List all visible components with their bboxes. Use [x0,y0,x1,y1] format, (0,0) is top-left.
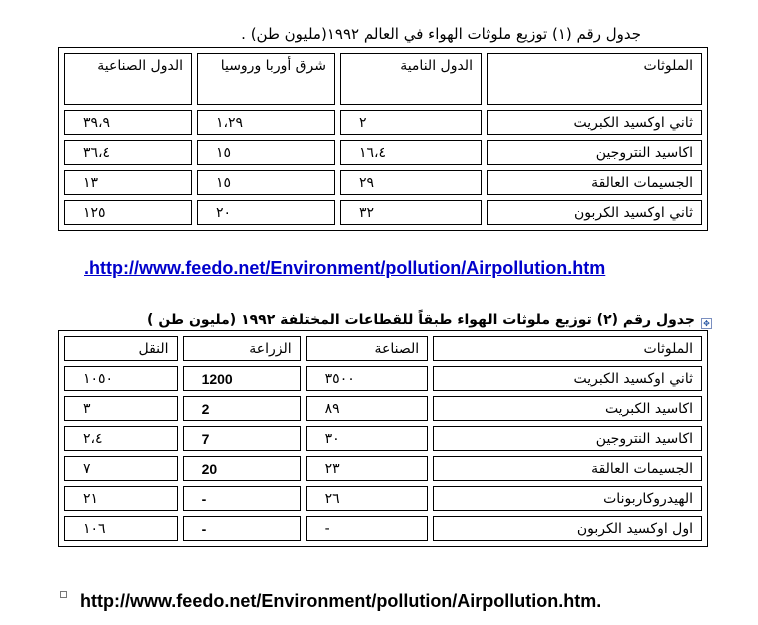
table-cell: ١٥ [197,170,335,195]
move-handle-icon[interactable]: ✥ [701,318,712,329]
table-cell: 1200 [183,366,301,391]
end-marker-icon [60,591,67,598]
table-cell: - [306,516,429,541]
table2-header-cell: الزراعة [183,336,301,361]
table2-caption: جدول رقم (٢) توزيع ملوثات الهواء طبقاً للقطاعات المختلفة ١٩٩٢ (مليون طن ) [147,312,695,328]
table1-header-cell: الملوثات [487,53,702,105]
table-cell: ١،٢٩ [197,110,335,135]
table-cell: - [183,516,301,541]
table-cell: ٣٩،٩ [64,110,192,135]
table-row [64,110,702,135]
table-cell: ٢٦ [306,486,429,511]
table-row [64,516,702,541]
table-cell: ٣٠ [306,426,429,451]
table-cell: 7 [183,426,301,451]
table-cell: اكاسيد النتروجين [487,140,702,165]
table-cell: الجسيمات العالقة [487,170,702,195]
table2 [58,330,708,547]
table-cell: اكاسيد النتروجين [433,426,702,451]
table-cell: ثاني اوكسيد الكبريت [433,366,702,391]
table-cell: 20 [183,456,301,481]
table1-source-link[interactable]: .http://www.feedo.net/Environment/pollution/Airpollution.htm [84,258,606,278]
table1-header-cell: الدول الصناعية [64,53,192,105]
table2-header-cell: النقل [64,336,178,361]
table-cell: الجسيمات العالقة [433,456,702,481]
table-cell: ٢٩ [340,170,482,195]
table-cell: ٣ [64,396,178,421]
table2-header-cell: الملوثات [433,336,702,361]
table-row [64,456,702,481]
table-cell: ٢ [340,110,482,135]
table-cell: ١٢٥ [64,200,192,225]
table2-source-text: http://www.feedo.net/Environment/pollution/Airpollution.htm. [80,591,602,611]
table-row [64,426,702,451]
table1 [58,47,708,231]
table1-caption: جدول رقم (١) توزيع ملوثات الهواء في العالم ١٩٩٢(مليون طن) . [241,25,641,43]
table-cell: ١٠٥٠ [64,366,178,391]
table-cell: الهيدروكاربونات [433,486,702,511]
table-cell: ١٣ [64,170,192,195]
table-row [64,396,702,421]
table1-header-row [64,53,702,105]
table-cell: اكاسيد الكبريت [433,396,702,421]
table-row [64,200,702,225]
table-cell: ٢١ [64,486,178,511]
table-cell: 2 [183,396,301,421]
table-cell: ١٦،٤ [340,140,482,165]
table-cell: ٧ [64,456,178,481]
table1-header-cell: شرق أوربا وروسيا [197,53,335,105]
table-cell: ٣٦،٤ [64,140,192,165]
table-cell: ٢٠ [197,200,335,225]
table2-header-cell: الصناعة [306,336,429,361]
table-cell: ٣٥٠٠ [306,366,429,391]
table-cell: ثاني اوكسيد الكربون [487,200,702,225]
table-cell: - [183,486,301,511]
table-row [64,170,702,195]
table-cell: ٨٩ [306,396,429,421]
table-cell: ثاني اوكسيد الكبريت [487,110,702,135]
table-cell: اول اوكسيد الكربون [433,516,702,541]
table-row [64,366,702,391]
table-cell: ١٠٦ [64,516,178,541]
table2-header-row [64,336,702,361]
table-row [64,486,702,511]
table1-header-cell: الدول النامية [340,53,482,105]
table-cell: ٢،٤ [64,426,178,451]
table-row [64,140,702,165]
table-cell: ١٥ [197,140,335,165]
table-cell: ٢٣ [306,456,429,481]
table-cell: ٣٢ [340,200,482,225]
